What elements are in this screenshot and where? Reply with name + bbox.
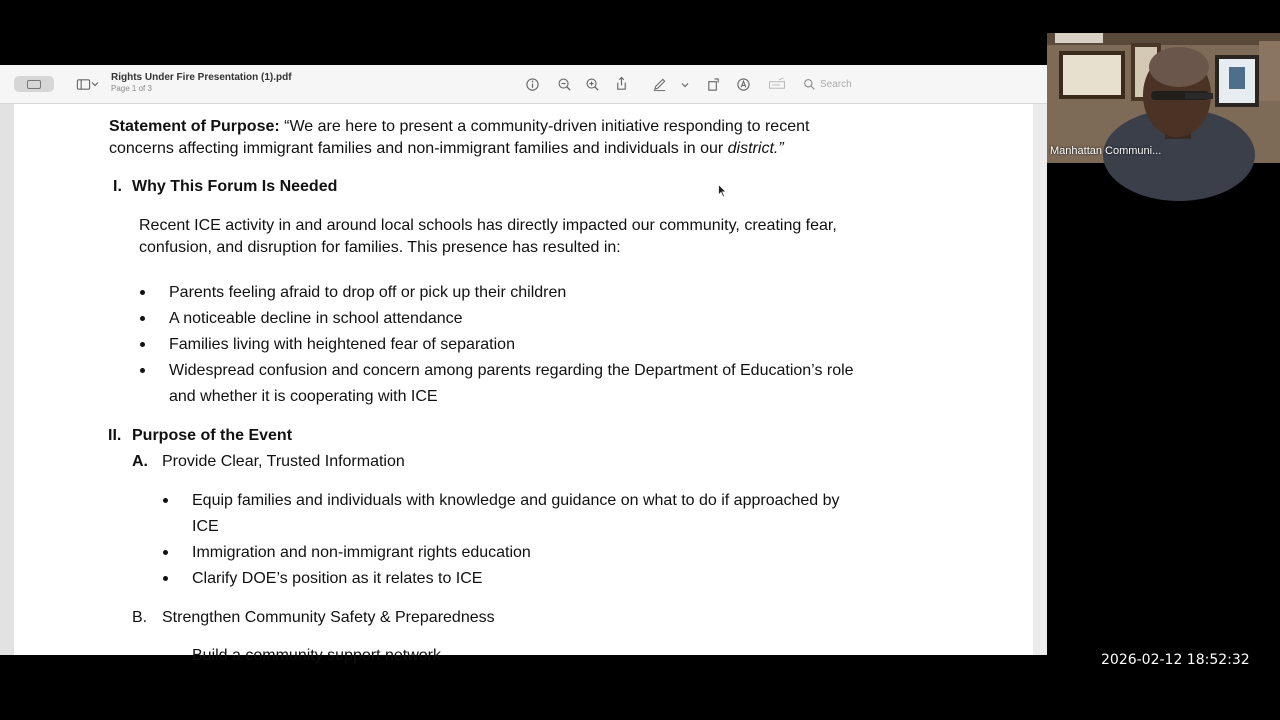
vertical-scrollbar[interactable] [1033,104,1047,655]
list-item: Clarify DOE’s position as it relates to ICE [192,570,483,587]
form-fill-button[interactable] [768,77,786,92]
participant-name: Manhattan Communi... [1050,145,1162,157]
statement-text-1: “We are here to present a community-driven initiative responding to recent [279,118,810,135]
zoom-out-icon [557,77,572,92]
zoom-in-button[interactable] [585,77,600,92]
list-item: Equip families and individuals with knowledge and guidance on what to do if approached by [192,492,840,509]
bullet-dot [140,342,145,347]
bullet-dot [140,368,145,373]
subsection-b-heading: Strengthen Community Safety & Preparedness [162,609,495,626]
subsection-a-label: A. [132,453,148,470]
list-item: Immigration and non-immigrant rights education [192,544,531,561]
section1-para-line-1: Recent ICE activity in and around local schools has directly impacted our community, creating fear, [139,217,837,234]
statement-text-2: concerns affecting immigrant families and non-immigrant families and individuals in our [109,140,728,157]
list-item-continuation: ICE [192,518,219,535]
list-item: Families living with heightened fear of separation [169,336,515,353]
info-button[interactable] [525,77,540,92]
search-field[interactable] [803,77,893,91]
list-item: Widespread confusion and concern among parents regarding the Department of Education’s role [169,362,854,379]
list-item: Parents feeling afraid to drop off or pick up their children [169,284,567,301]
page-indicator: Page 1 of 3 [111,84,152,93]
sidebar-toggle-button[interactable] [14,76,54,92]
view-menu-button[interactable] [72,76,102,92]
bullet-dot [140,316,145,321]
form-icon [768,77,786,92]
annotate-button[interactable] [736,77,751,92]
participant-video[interactable] [1047,33,1280,163]
info-icon [525,77,540,92]
statement-label: Statement of Purpose: [109,118,280,135]
search-placeholder: Search [820,78,852,90]
section1-para-line-2: confusion, and disruption for families. This presence has resulted in: [139,239,621,256]
markup-pen-icon [652,77,667,92]
rotate-button[interactable] [706,77,721,92]
pdf-viewer-window [0,65,1047,664]
toolbar [0,65,1047,104]
sidebar-icon [27,80,41,89]
bullet-dot [140,290,145,295]
statement-line-1 [109,116,809,138]
list-item-partial: Build a community support network [192,647,441,664]
video-feed-image [1047,33,1280,163]
share-icon [614,76,629,91]
bullet-dot [163,498,168,503]
section2-heading: Purpose of the Event [132,427,293,444]
subsection-a-heading: Provide Clear, Trusted Information [162,453,405,470]
search-icon [803,78,816,91]
statement-italic: district.” [727,140,784,157]
document-title-block [111,72,292,93]
bullet-dot [163,576,168,581]
timestamp: 2026-02-12 18:52:32 [1101,652,1250,668]
document-title: Rights Under Fire Presentation (1).pdf [111,72,292,83]
subsection-b-label: B. [132,609,148,626]
pdf-page [14,104,1033,664]
list-item: A noticeable decline in school attendance [169,310,463,327]
annotate-icon [736,77,751,92]
section1-number: I. [113,178,122,195]
chevron-down-icon [91,80,99,88]
markup-menu-button[interactable] [681,81,689,89]
list-item-continuation: and whether it is cooperating with ICE [169,388,438,405]
chevron-down-icon [681,81,689,89]
zoom-out-button[interactable] [557,77,572,92]
cursor-icon [718,184,727,198]
statement-line-2 [109,138,784,160]
bullet-dot [163,550,168,555]
section2-number: II. [108,427,122,444]
sidebar-layout-icon [76,77,91,92]
document-area[interactable] [0,104,1047,664]
section1-heading: Why This Forum Is Needed [132,178,338,195]
share-button[interactable] [614,76,629,91]
mouse-cursor [718,184,727,203]
zoom-in-icon [585,77,600,92]
rotate-icon [706,77,721,92]
markup-button[interactable] [652,77,667,92]
